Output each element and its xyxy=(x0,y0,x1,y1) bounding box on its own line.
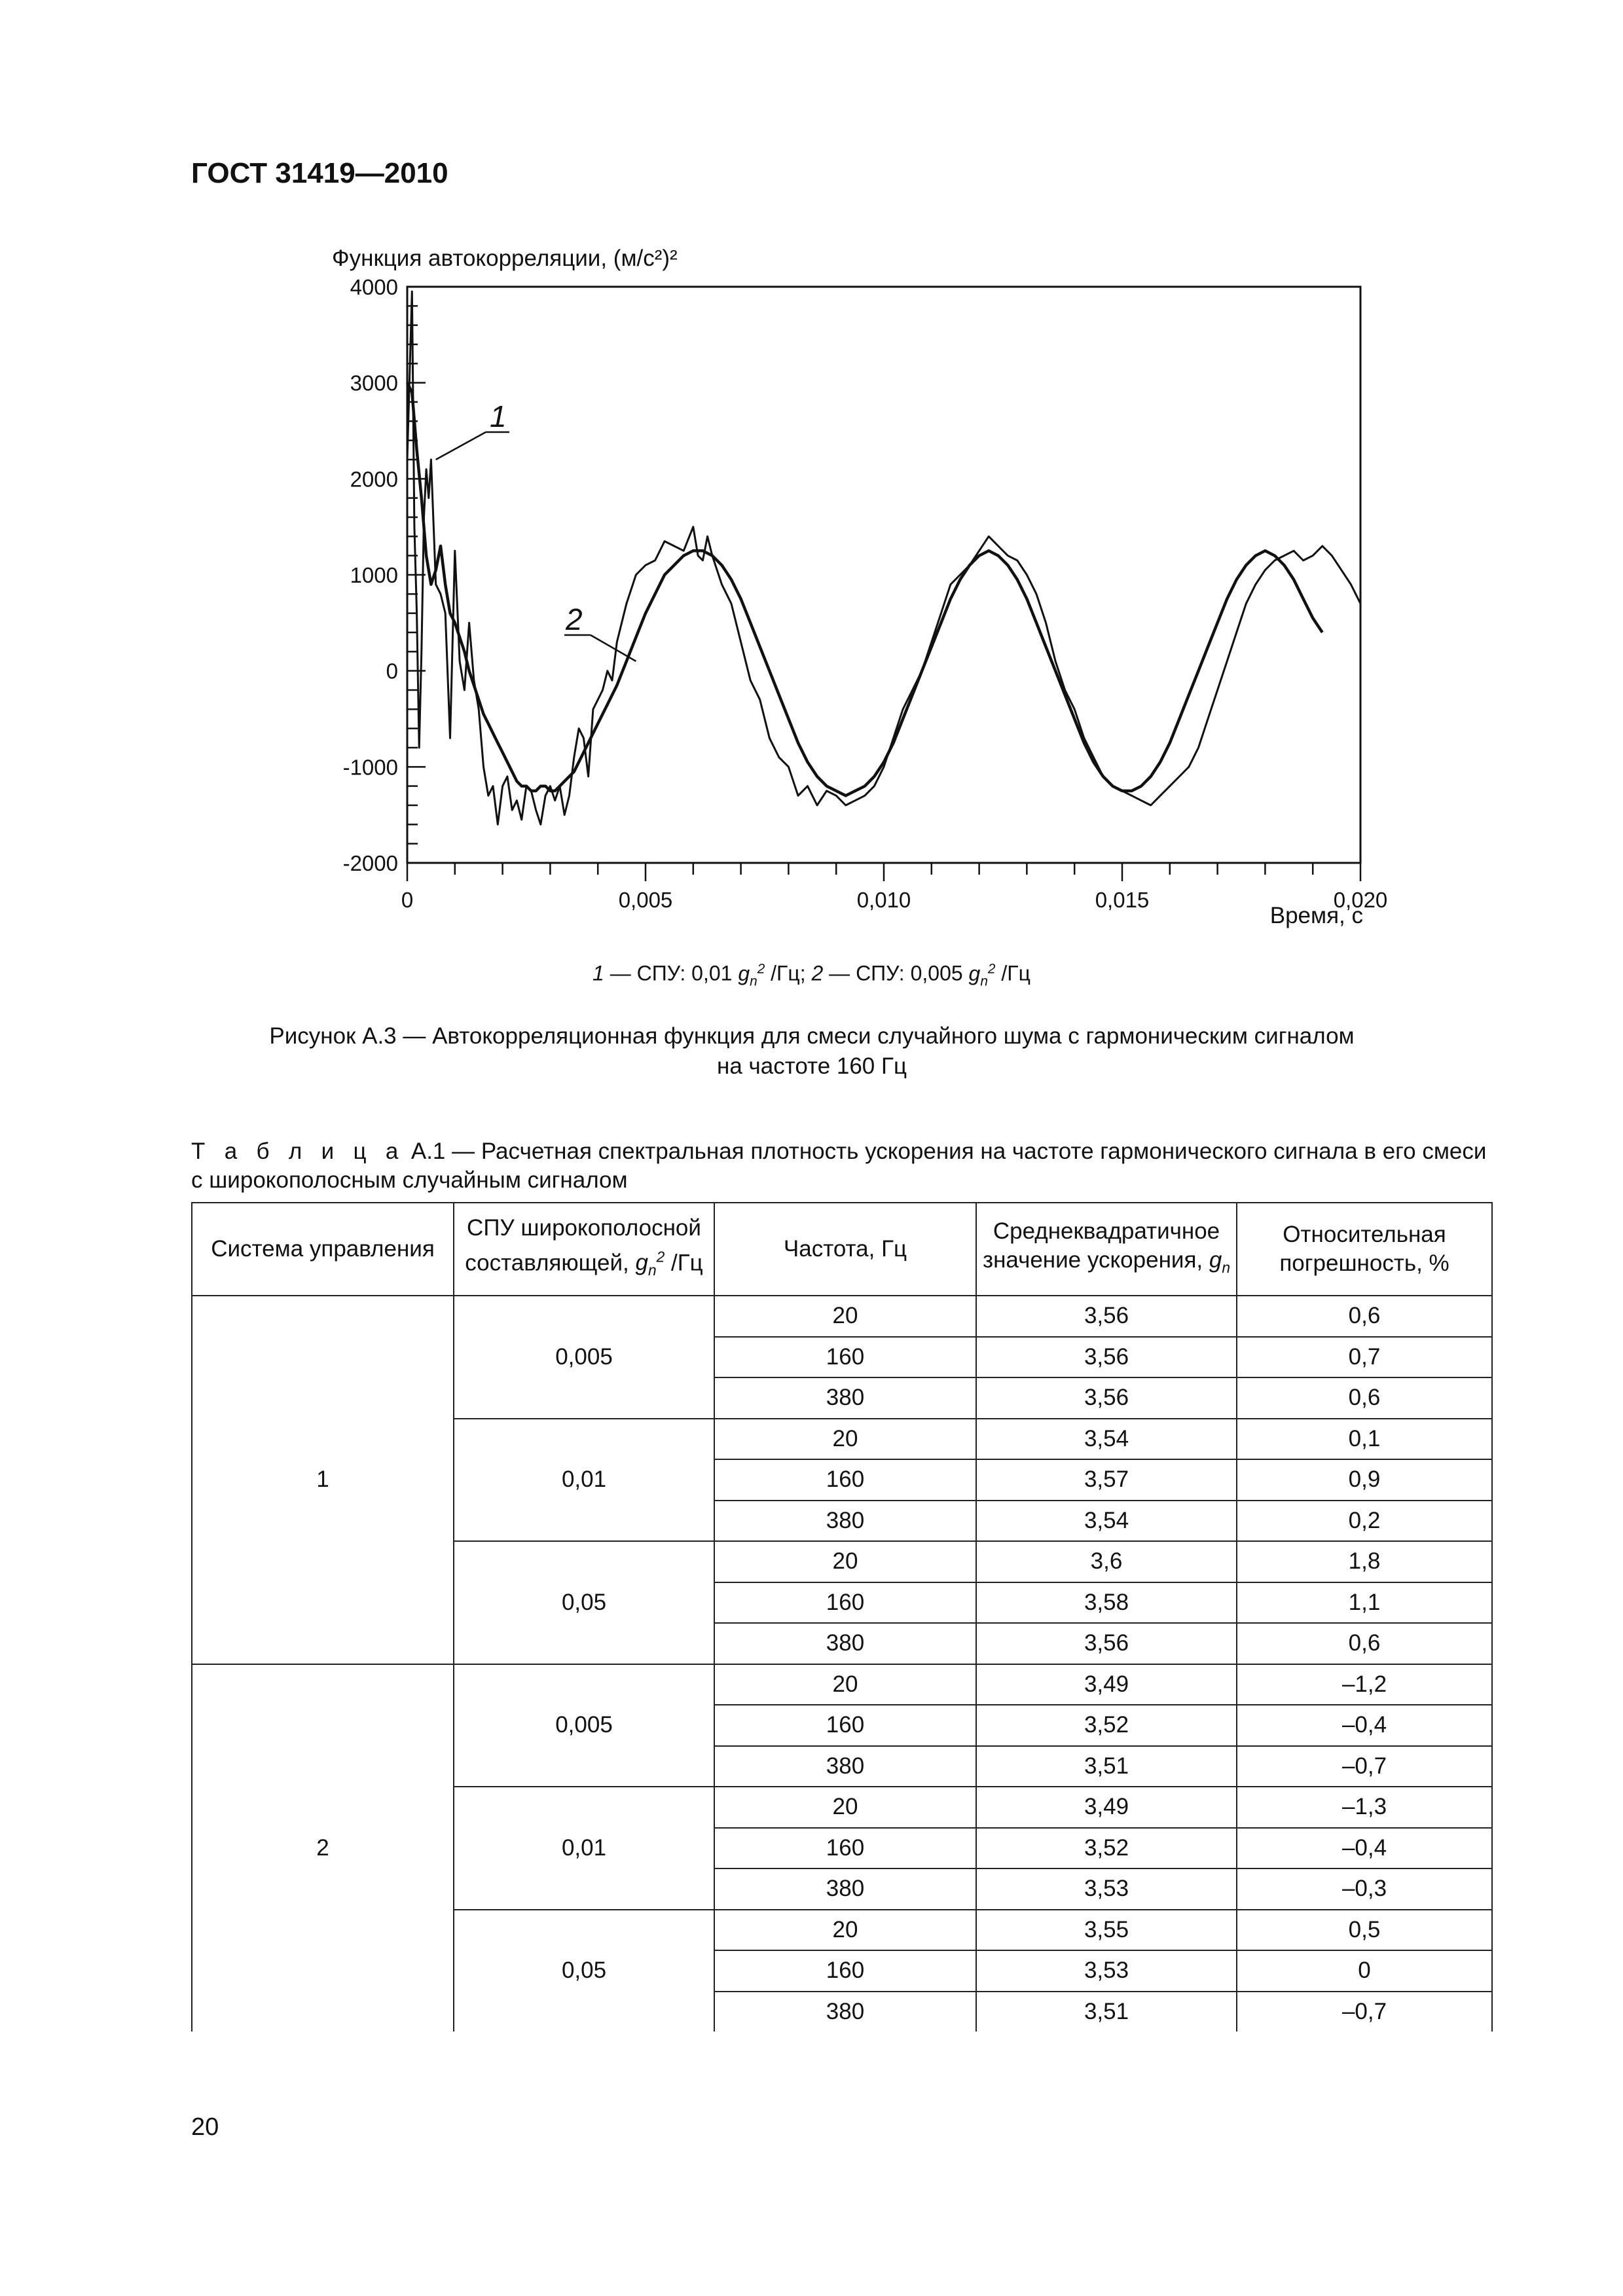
error-cell: 0,6 xyxy=(1237,1377,1492,1419)
frequency-cell: 20 xyxy=(714,1787,976,1828)
rms-cell: 3,49 xyxy=(976,1787,1237,1828)
frequency-cell: 160 xyxy=(714,1950,976,1992)
error-cell: 0,1 xyxy=(1237,1419,1492,1460)
legend-item2-number: 2 xyxy=(811,961,824,985)
rms-cell: 3,52 xyxy=(976,1705,1237,1746)
frequency-cell: 20 xyxy=(714,1541,976,1582)
x-tick-label: 0,020 xyxy=(1333,888,1388,912)
rms-cell: 3,51 xyxy=(976,1992,1237,2032)
chart-area xyxy=(0,0,1623,969)
curve-marker-2: 2 xyxy=(566,602,583,636)
error-cell: –0,4 xyxy=(1237,1705,1492,1746)
error-cell: 1,8 xyxy=(1237,1541,1492,1582)
frequency-cell: 160 xyxy=(714,1705,976,1746)
x-tick-label: 0,010 xyxy=(856,888,911,912)
x-tick-label: 0,005 xyxy=(618,888,673,912)
table-title xyxy=(191,1137,1494,1195)
error-cell: 1,1 xyxy=(1237,1582,1492,1624)
curve-marker-1: 1 xyxy=(490,399,507,433)
legend-item1-unit: /Гц; xyxy=(765,961,812,985)
spu-cell: 0,005 xyxy=(454,1664,714,1787)
rms-cell: 3,56 xyxy=(976,1337,1237,1378)
frequency-cell: 380 xyxy=(714,1992,976,2032)
x-tick-label: 0 xyxy=(401,888,414,912)
error-cell: 0,2 xyxy=(1237,1501,1492,1542)
frequency-cell: 160 xyxy=(714,1337,976,1378)
frequency-cell: 380 xyxy=(714,1377,976,1419)
page-number: 20 xyxy=(191,2113,219,2141)
control-system-cell: 2 xyxy=(192,1664,454,2032)
rms-cell: 3,49 xyxy=(976,1664,1237,1705)
spu-cell: 0,05 xyxy=(454,1910,714,2032)
spu-cell: 0,005 xyxy=(454,1296,714,1419)
rms-cell: 3,57 xyxy=(976,1459,1237,1501)
frequency-cell: 160 xyxy=(714,1828,976,1869)
table-row xyxy=(192,1296,1492,1337)
frequency-cell: 380 xyxy=(714,1623,976,1664)
spu-cell: 0,05 xyxy=(454,1541,714,1664)
legend-item1-number: 1 xyxy=(593,961,604,985)
rms-cell: 3,56 xyxy=(976,1623,1237,1664)
error-cell: 0,9 xyxy=(1237,1459,1492,1501)
legend-item1-gn: $g_n^2$ xyxy=(738,961,765,989)
figure-caption-line2: на частоте 160 Гц xyxy=(717,1053,907,1079)
rms-cell: 3,56 xyxy=(976,1377,1237,1419)
error-cell: –0,7 xyxy=(1237,1992,1492,2032)
series-line-2 xyxy=(407,383,1322,796)
x-axis-title: Время, с xyxy=(1269,903,1363,928)
rms-cell: 3,58 xyxy=(976,1582,1237,1624)
table-row xyxy=(192,1664,1492,1705)
rms-cell: 3,54 xyxy=(976,1501,1237,1542)
y-tick-label: 2000 xyxy=(350,467,398,492)
y-axis-title: Функция автокорреляции, (м/с²)² xyxy=(332,246,678,271)
legend-item2-gn: $g_n^2$ xyxy=(968,961,996,989)
rms-cell: 3,53 xyxy=(976,1950,1237,1992)
marker-1-leader xyxy=(436,432,486,460)
frequency-cell: 160 xyxy=(714,1459,976,1501)
figure-caption xyxy=(196,1021,1427,1082)
header-frequency: Частота, Гц xyxy=(714,1203,976,1296)
legend-item2-unit: /Гц xyxy=(995,961,1030,985)
error-cell: –0,4 xyxy=(1237,1828,1492,1869)
error-cell: –1,3 xyxy=(1237,1787,1492,1828)
figure-caption-line1: Рисунок А.3 — Автокорреляционная функция для смеси случайного шума с гармоническим сигналом xyxy=(269,1023,1355,1049)
frequency-cell: 380 xyxy=(714,1501,976,1542)
frequency-cell: 380 xyxy=(714,1746,976,1787)
y-tick-label: 1000 xyxy=(350,563,398,587)
data-table xyxy=(191,1202,1493,2032)
control-system-cell: 1 xyxy=(192,1296,454,1664)
plot-frame xyxy=(407,287,1360,863)
figure-legend xyxy=(0,961,1623,989)
legend-item2-text: — СПУ: 0,005 xyxy=(823,961,969,985)
rms-cell: 3,6 xyxy=(976,1541,1237,1582)
y-tick-label: 4000 xyxy=(350,275,398,299)
header-relative-error: Относительная погрешность, % xyxy=(1237,1203,1492,1296)
error-cell: –0,3 xyxy=(1237,1868,1492,1910)
rms-cell: 3,56 xyxy=(976,1296,1237,1337)
frequency-cell: 160 xyxy=(714,1582,976,1624)
frequency-cell: 20 xyxy=(714,1296,976,1337)
legend-item1-text: — СПУ: 0,01 xyxy=(604,961,739,985)
rms-cell: 3,51 xyxy=(976,1746,1237,1787)
spu-cell: 0,01 xyxy=(454,1419,714,1542)
header-rms-acceleration: Среднеквадратичное значение ускорения, $g_n$ xyxy=(976,1203,1237,1296)
y-tick-label: 0 xyxy=(386,659,398,683)
y-tick-label: -1000 xyxy=(342,755,398,780)
rms-cell: 3,55 xyxy=(976,1910,1237,1951)
frequency-cell: 20 xyxy=(714,1419,976,1460)
error-cell: 0,7 xyxy=(1237,1337,1492,1378)
error-cell: 0 xyxy=(1237,1950,1492,1992)
header-control-system: Система управления xyxy=(192,1203,454,1296)
error-cell: 0,5 xyxy=(1237,1910,1492,1951)
document-header: ГОСТ 31419—2010 xyxy=(191,157,448,189)
y-tick-label: -2000 xyxy=(342,851,398,875)
x-tick-label: 0,015 xyxy=(1095,888,1150,912)
series-line-1 xyxy=(407,291,1360,824)
y-tick-label: 3000 xyxy=(350,371,398,395)
table-title-prefix: Т а б л и ц а xyxy=(191,1139,405,1164)
error-cell: –0,7 xyxy=(1237,1746,1492,1787)
spu-cell: 0,01 xyxy=(454,1787,714,1910)
rms-cell: 3,52 xyxy=(976,1828,1237,1869)
rms-cell: 3,53 xyxy=(976,1868,1237,1910)
error-cell: –1,2 xyxy=(1237,1664,1492,1705)
table-title-text: А.1 — Расчетная спектральная плотность ускорения на частоте гармонического сигнала в его смеси с широкополосным случайным сигналом xyxy=(191,1139,1487,1193)
frequency-cell: 20 xyxy=(714,1910,976,1951)
table-header-row xyxy=(192,1203,1492,1296)
header-spu: СПУ широкополосной составляющей, $g_n^2$ /Гц xyxy=(454,1203,714,1296)
error-cell: 0,6 xyxy=(1237,1296,1492,1337)
autocorrelation-chart xyxy=(0,0,1623,969)
frequency-cell: 20 xyxy=(714,1664,976,1705)
marker-2-leader xyxy=(591,635,636,661)
rms-cell: 3,54 xyxy=(976,1419,1237,1460)
frequency-cell: 380 xyxy=(714,1868,976,1910)
error-cell: 0,6 xyxy=(1237,1623,1492,1664)
